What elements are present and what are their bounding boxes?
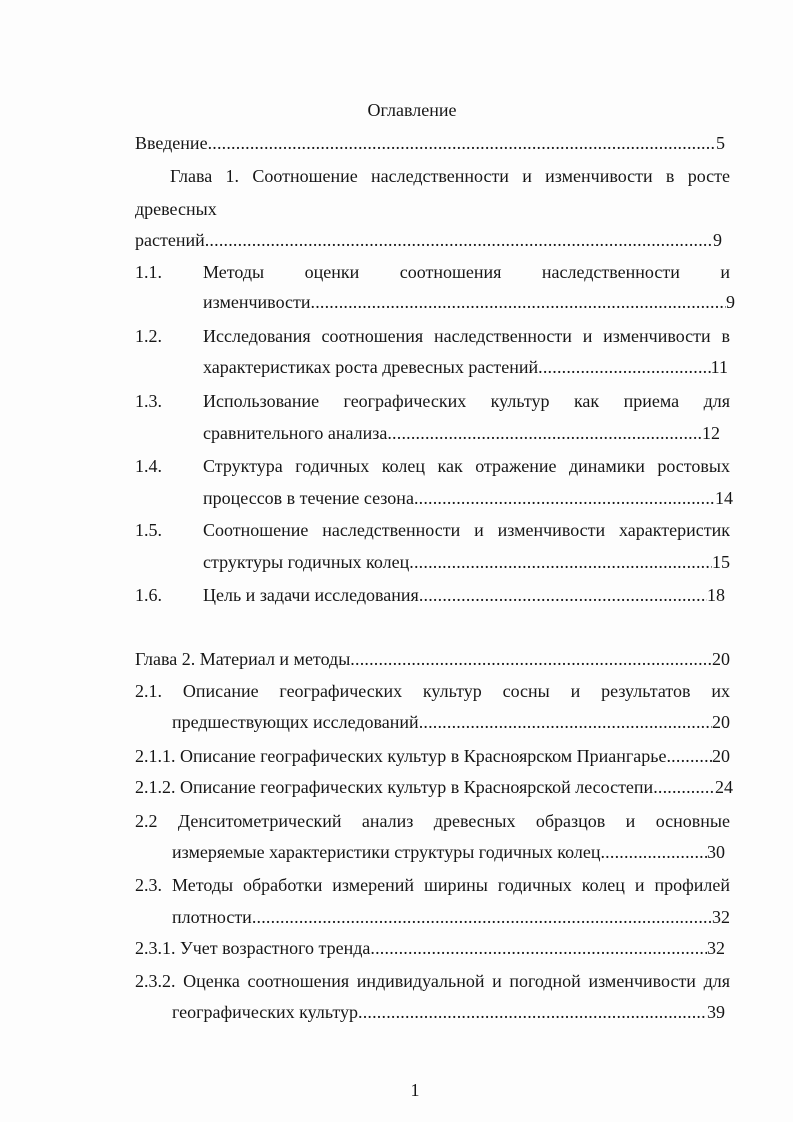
dot-leader — [358, 1000, 707, 1024]
dot-leader — [311, 290, 727, 314]
toc-entry-text: Глава 2. Материал и методы — [135, 649, 351, 669]
toc-page-number: 30 — [707, 842, 725, 862]
toc-section-number: 1.3. — [135, 391, 162, 411]
toc-entry-text: плотности — [172, 907, 252, 927]
toc-entry-text: Введение — [135, 133, 208, 153]
toc-chapter-1-line-3 — [135, 228, 722, 252]
toc-section-1-3-line-2 — [203, 421, 720, 445]
toc-section-number: 1.6. — [135, 585, 162, 605]
toc-entry-text: изменчивости — [203, 292, 311, 312]
toc-section-1-3-line-1: Использование географических культур как приема для — [203, 391, 730, 411]
toc-page-number: 9 — [713, 230, 722, 250]
toc-chapter-1-line-2: древесных — [135, 199, 217, 219]
toc-page-number: 20 — [712, 649, 730, 669]
toc-entry-text: структуры годичных колец — [203, 552, 410, 572]
toc-page-number: 5 — [716, 133, 725, 153]
dot-leader — [252, 905, 712, 929]
dot-leader — [387, 421, 702, 445]
toc-entry-text: Цель и задачи исследования — [203, 585, 419, 605]
toc-section-1-5-line-1: Соотношение наследственности и изменчивости характеристик — [203, 520, 730, 540]
dot-leader — [208, 131, 716, 155]
dot-leader — [600, 840, 707, 864]
toc-section-2-1-line-1: 2.1. Описание географических культур сосны и результатов их — [135, 681, 730, 701]
toc-section-2-3-line-1: 2.3. Методы обработки измерений ширины годичных колец и профилей — [135, 875, 730, 895]
toc-section-number: 1.1. — [135, 262, 162, 282]
toc-section-1-5-line-2 — [203, 550, 730, 574]
toc-page-number: 24 — [715, 777, 733, 797]
toc-entry-text: растений — [135, 230, 205, 250]
toc-section-2-1-1 — [135, 744, 730, 768]
toc-section-number: 1.2. — [135, 326, 162, 346]
toc-entry-text: характеристиках роста древесных растений — [203, 357, 539, 377]
toc-page-number: 15 — [712, 552, 730, 572]
toc-title: Оглавление — [367, 100, 457, 120]
toc-page-number: 20 — [712, 746, 730, 766]
page-number: 1 — [410, 1080, 420, 1100]
toc-entry-text: географических культур — [172, 1002, 358, 1022]
dot-leader — [350, 647, 712, 671]
toc-entry-text: измеряемые характеристики структуры годичных колец — [172, 842, 601, 862]
toc-section-1-1-line-2 — [203, 290, 735, 314]
toc-entry-text: процессов в течение сезона — [203, 488, 414, 508]
toc-page-number: 18 — [707, 585, 725, 605]
dot-leader — [419, 710, 712, 734]
toc-section-2-3-line-2 — [172, 905, 730, 929]
toc-section-1-4-line-2 — [203, 486, 733, 510]
toc-entry-text: предшествующих исследований — [172, 712, 419, 732]
toc-section-2-1-line-2 — [172, 710, 730, 734]
dot-leader — [414, 486, 715, 510]
toc-section-2-2-line-1: 2.2 Денситометрический анализ древесных образцов и основные — [135, 811, 730, 831]
toc-section-1-6 — [203, 583, 725, 607]
toc-entry-intro — [135, 131, 725, 155]
toc-section-2-3-1 — [135, 936, 725, 960]
toc-section-2-3-2-line-1: 2.3.2. Оценка соотношения индивидуальной и погодной изменчивости для — [135, 971, 730, 991]
toc-entry-text: 2.1.1. Описание географических культур в Красноярском Приангарье — [135, 746, 667, 766]
toc-section-1-2-line-2 — [203, 355, 728, 379]
toc-section-2-2-line-2 — [172, 840, 725, 864]
dot-leader — [205, 228, 713, 252]
toc-entry-text: 2.3.1. Учет возрастного тренда — [135, 938, 371, 958]
toc-section-1-1-line-1: Методы оценки соотношения наследственности и — [203, 262, 730, 282]
dot-leader — [653, 775, 715, 799]
toc-page-number: 9 — [726, 292, 735, 312]
toc-page-number: 20 — [712, 712, 730, 732]
toc-section-number: 1.5. — [135, 520, 162, 540]
toc-page-number: 12 — [702, 423, 720, 443]
dot-leader — [666, 744, 712, 768]
toc-page-number: 14 — [715, 488, 733, 508]
dot-leader — [370, 936, 707, 960]
toc-page-number: 39 — [707, 1002, 725, 1022]
toc-section-1-2-line-1: Исследования соотношения наследственности и изменчивости в — [203, 326, 730, 346]
toc-entry-text: 2.1.2. Описание географических культур в Красноярской лесостепи — [135, 777, 654, 797]
toc-section-2-1-2 — [135, 775, 733, 799]
toc-entry-text: сравнительного анализа — [203, 423, 388, 443]
toc-page-number: 32 — [712, 907, 730, 927]
toc-page-number: 32 — [707, 938, 725, 958]
toc-section-1-4-line-1: Структура годичных колец как отражение динамики ростовых — [203, 456, 730, 476]
toc-page-number: 11 — [710, 357, 728, 377]
toc-chapter-1-line-1: Глава 1. Соотношение наследственности и изменчивости в росте — [170, 166, 730, 186]
dot-leader — [538, 355, 711, 379]
toc-chapter-2 — [135, 647, 730, 671]
toc-section-number: 1.4. — [135, 456, 162, 476]
dot-leader — [409, 550, 712, 574]
dot-leader — [419, 583, 707, 607]
toc-section-2-3-2-line-2 — [172, 1000, 725, 1024]
